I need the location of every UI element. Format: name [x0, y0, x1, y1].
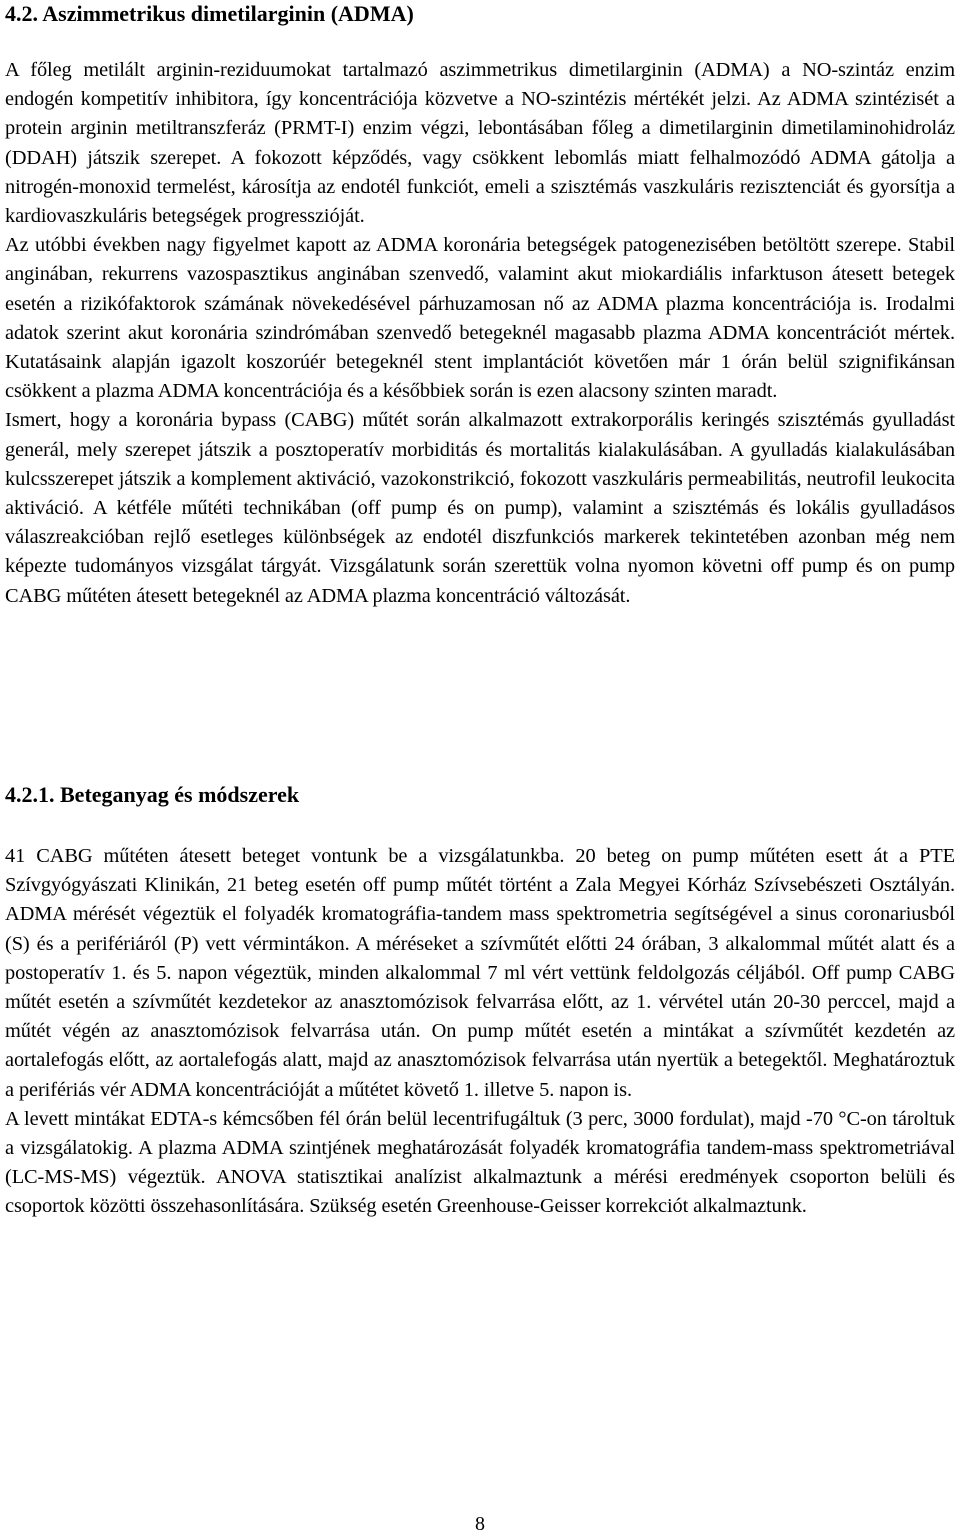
- paragraph-methods: A levett mintákat EDTA-s kémcsőben fél órán belül lecentrifugáltuk (3 perc, 3000 fordulat), majd -70 °C-on tároltuk a vizsgálatokig. A plazma ADMA szintjének meghatározását folyadék kromatográfia tandem-mass spektrometriával (LC-MS-MS) végeztük. ANOVA statisztikai analízist alkalmaztunk a mérési eredmények csoporton belüli és csoportok közötti összehasonlítására. Szükség esetén Greenhouse-Geisser korrekciót alkalmaztunk.: [5, 1107, 955, 1218]
- paragraph-adma-intro: A főleg metilált arginin-reziduumokat tartalmazó aszimmetrikus dimetilarginin (ADMA) a NO-szintáz enzim endogén kompetitív inhibitora, így koncentrációja közvetve a NO-szintézis mértékét jelzi. Az ADMA szintézisét a protein arginin metiltranszferáz (PRMT-I) enzim végzi, lebontásában főleg a dimetilarginin dimetilaminohidroláz (DDAH) játszik szerepet. A fokozott képződés, vagy csökkent lebomlás miatt felhalmozódó ADMA gátolja a nitrogén-monoxid termelést, károsítja az endotél funkciót, emeli a szisztémás vaszkuláris rezisztenciát és gyorsítja a kardiovaszkuláris betegségek progresszióját.: [5, 59, 955, 228]
- subsection-body: [5, 842, 955, 1222]
- section-heading: 4.2. Aszimmetrikus dimetilarginin (ADMA): [5, 1, 414, 26]
- section-body: [5, 56, 955, 611]
- paragraph-cabg-aim: Ismert, hogy a koronária bypass (CABG) műtét során alkalmazott extrakorporális keringés szisztémás gyulladást generál, mely szerepet játszik a posztoperatív morbiditás és mortalitás kialakulásában. A gyulladás kialakulásában kulcsszerepet játszik a komplement aktiváció, vazokonstrikció, fokozott vaszkuláris permeabilitás, neutrofil leukocita aktiváció. A kétféle műtéti technikában (off pump és on pump), valamint a szisztémás és lokális gyulladásos válaszreakcióban rejlő esetleges különbségek az endotél diszfunkciós markerek tekintetében azonban még nem képezte tudományos vizsgálat tárgyát. Vizsgálatunk során szerettük volna nyomon követni off pump és on pump CABG műtéten átesett betegeknél az ADMA plazma koncentráció változását.: [5, 409, 955, 607]
- page-number: 8: [475, 1513, 485, 1535]
- paragraph-coronary-role: Az utóbbi években nagy figyelmet kapott az ADMA koronária betegségek patogenezisében betöltött szerepe. Stabil anginában, rekurrens vazospasztikus anginában szenvedő, valamint akut miokardiális infarktuson átesett betegek esetén a rizikófaktorok számának növekedésével párhuzamosan nő az ADMA plazma koncentrációja is. Irodalmi adatok szerint akut koronária szindrómában szenvedő betegeknél magasabb plazma ADMA koncentrációt mértek. Kutatásaink alapján igazolt koszorúér betegeknél stent implantációt követően már 1 órán belül szignifikánsan csökkent a plazma ADMA koncentrációja és a későbbiek során is ezen alacsony szinten maradt.: [5, 234, 955, 403]
- paragraph-patients: 41 CABG műtéten átesett beteget vontunk be a vizsgálatunkba. 20 beteg on pump műtéten esett át a PTE Szívgyógyászati Klinikán, 21 beteg esetén off pump műtét történt a Zala Megyei Kórház Szívsebészeti Osztályán. ADMA mérését végeztük el folyadék kromatográfia-tandem mass spektrometria segítségével a sinus coronariusból (S) és a perifériáról (P) vett vérmintákon. A méréseket a szívműtét előtti 24 órában, 3 alkalommal műtét alatt és a postoperatív 1. és 5. napon végeztük, minden alkalommal 7 ml vért vettünk feldolgozás céljából. Off pump CABG műtét esetén a szívműtét kezdetekor az anasztomózisok felvarrása előtt, az 1. vérvétel után 20-30 perccel, majd a műtét végén az anasztomózisok felvarrása után. On pump műtét esetén a mintákat a szívműtét kezdetén az aortalefogás előtt, az aortalefogás alatt, majd az anasztomózisok felvarrása után nyertük a betegektől. Meghatároztuk a perifériás vér ADMA koncentrációját a műtétet követő 1. illetve 5. napon is.: [5, 845, 955, 1101]
- subsection-heading: 4.2.1. Beteganyag és módszerek: [5, 782, 300, 807]
